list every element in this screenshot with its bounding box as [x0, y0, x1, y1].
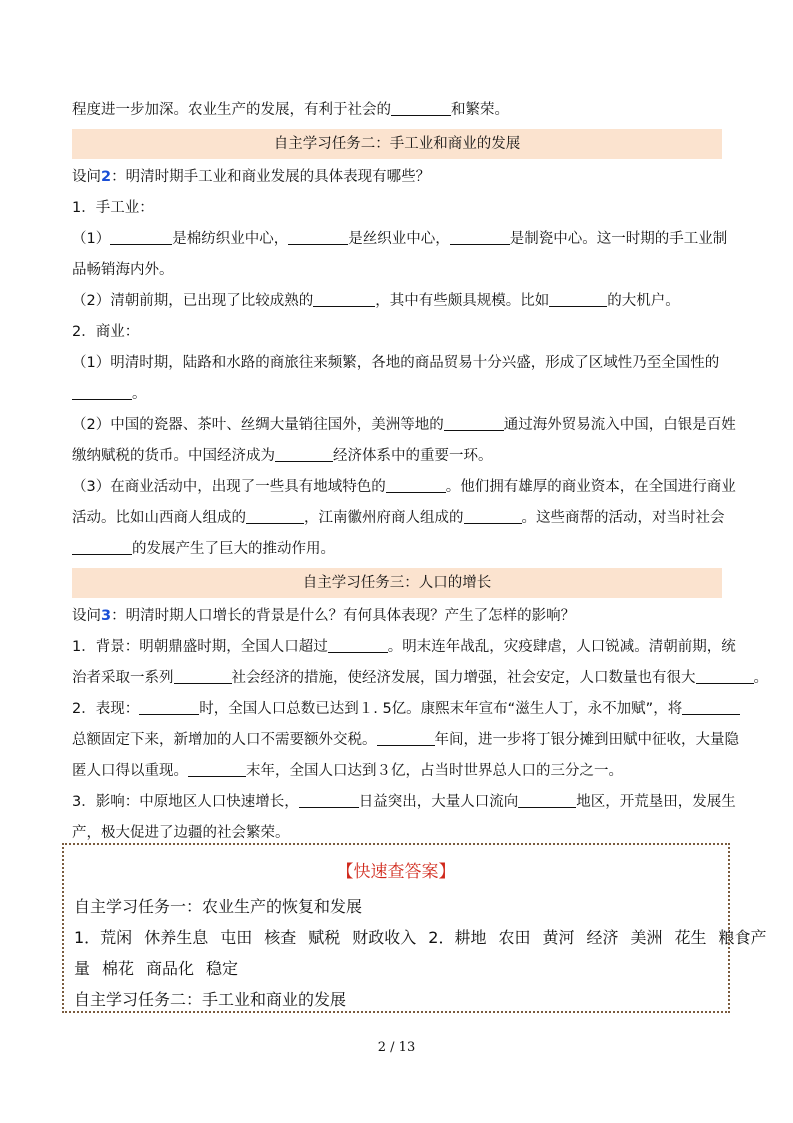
section-title: 自主学习任务三：人口的增长: [302, 575, 492, 591]
answer-item: 美洲: [630, 928, 663, 947]
answer-item: 农田: [498, 928, 531, 947]
text-segment: （2）中国的瓷器、茶叶、丝绸大量销往国外，美洲等地的: [72, 417, 444, 433]
answer-row: [74, 953, 718, 984]
text-segment: 缴纳赋税的货币。中国经济成为: [72, 448, 275, 464]
question-text: ：明清时期手工业和商业发展的具体表现有哪些？: [111, 169, 431, 185]
page-number: 2 / 13: [377, 1040, 416, 1055]
text-segment: 是制瓷中心。这一时期的手工业制: [509, 231, 728, 247]
fill-blank[interactable]: [246, 507, 304, 524]
question-number: 3: [101, 608, 112, 624]
fill-blank[interactable]: [139, 698, 199, 715]
text-line: [72, 756, 722, 787]
text-line: [72, 694, 722, 725]
fill-blank[interactable]: [299, 791, 359, 808]
fill-blank[interactable]: [328, 636, 388, 653]
fill-blank[interactable]: [518, 791, 576, 808]
answer-item: 2．耕地: [428, 928, 487, 947]
text-segment: 程度进一步加深。农业生产的发展，有利于社会的: [72, 102, 391, 118]
answer-item: 商品化: [146, 959, 195, 978]
fill-blank[interactable]: [549, 290, 607, 307]
fill-blank[interactable]: [72, 383, 132, 400]
text-line: [72, 410, 736, 441]
answer-task2-heading: 自主学习任务二：手工业和商业的发展: [74, 990, 347, 1009]
text-line: [72, 472, 736, 503]
section-title: 自主学习任务二：手工业和商业的发展: [273, 136, 521, 152]
text-segment: 品畅销海内外。: [72, 262, 174, 278]
question-prefix: 设问: [72, 608, 101, 624]
text-segment: 总额固定下来，新增加的人口不需要额外交税。: [72, 732, 377, 748]
fill-blank[interactable]: [377, 729, 435, 746]
text-segment: 是丝织业中心，: [348, 231, 450, 247]
fill-blank[interactable]: [110, 228, 172, 245]
answer-item: 1．荒闲: [74, 928, 133, 947]
answer-item: 粮食产: [718, 928, 767, 947]
text-segment: 。明末连年战乱，灾疫肆虐，人口锐减。清朝前期，统: [387, 639, 736, 655]
text-segment: 通过海外贸易流入中国，白银是百姓: [503, 417, 736, 433]
question-prefix: 设问: [72, 169, 101, 185]
text-segment: 是棉纺织业中心，: [172, 231, 289, 247]
fill-blank[interactable]: [174, 667, 232, 684]
fill-blank[interactable]: [386, 476, 446, 493]
fill-blank[interactable]: [444, 414, 504, 431]
text-segment: 的发展产生了巨大的推动作用。: [132, 541, 335, 557]
text-segment: 1．背景：明朝鼎盛时期，全国人口超过: [72, 639, 328, 655]
text-line: [72, 503, 725, 534]
answer-item: 经济: [586, 928, 619, 947]
text-segment: ，江南徽州府商人组成的: [304, 510, 464, 526]
text-line: [72, 379, 722, 410]
text-segment: ，其中有些颇具规模。比如: [375, 293, 550, 309]
fill-blank[interactable]: [188, 760, 246, 777]
fill-blank[interactable]: [313, 290, 375, 307]
text-line: [72, 534, 722, 565]
text-segment: 地区，开荒垦田，发展生: [576, 794, 736, 810]
fill-blank[interactable]: [464, 507, 522, 524]
document-body: [72, 95, 768, 849]
text-line: [72, 632, 736, 663]
subheading-commerce: [72, 317, 722, 348]
text-segment: 产，极大促进了边疆的社会繁荣。: [72, 825, 290, 841]
answer-item: 黄河: [542, 928, 575, 947]
answer-box: [62, 843, 767, 1013]
question-text: ：明清时期人口增长的背景是什么？有何具体表现？产生了怎样的影响？: [111, 608, 576, 624]
text-line: [72, 348, 722, 379]
question-2: [72, 162, 722, 193]
text-segment: 年间，进一步将丁银分摊到田赋中征收，大量隐: [434, 732, 739, 748]
text-line: [72, 286, 722, 317]
answer-item: 核查: [264, 928, 297, 947]
text-segment: （1）: [72, 231, 111, 247]
fill-blank[interactable]: [275, 445, 333, 462]
answer-item: 财政收入: [352, 928, 417, 947]
answer-item: 量: [74, 959, 91, 978]
text-line: [72, 663, 768, 694]
text-segment: 末年，全国人口达到３亿，占当时世界总人口的三分之一。: [246, 763, 623, 779]
text-segment: 治者采取一系列: [72, 670, 174, 686]
text-line: [72, 441, 722, 472]
fill-blank[interactable]: [696, 667, 754, 684]
text-segment: 的大机户。: [607, 293, 680, 309]
text-segment: （3）在商业活动中，出现了一些具有地域特色的: [72, 479, 386, 495]
answer-item: 花生: [674, 928, 707, 947]
text-segment: 。这些商帮的活动，对当时社会: [521, 510, 725, 526]
question-number: 2: [101, 169, 112, 185]
text-segment: 2．表现：: [72, 701, 140, 717]
text-segment: 和繁荣。: [451, 102, 509, 118]
text-segment: 日益突出，大量人口流向: [358, 794, 519, 810]
fill-blank[interactable]: [450, 228, 510, 245]
text-line: [72, 95, 722, 126]
text-segment: 活动。比如山西商人组成的: [72, 510, 246, 526]
text-segment: 。: [753, 670, 768, 686]
subheading-handicraft: [72, 193, 722, 224]
text-line: [72, 725, 739, 756]
answer-item: 休养生息: [144, 928, 209, 947]
text-line: [72, 787, 736, 818]
answer-item: 赋税: [308, 928, 341, 947]
fill-blank[interactable]: [682, 698, 740, 715]
text-line: [72, 224, 728, 255]
answer-row: [74, 922, 767, 953]
text-segment: 。: [132, 386, 147, 402]
text-segment: 经济体系中的重要一环。: [333, 448, 493, 464]
answer-item: 屯田: [220, 928, 253, 947]
answer-box-title: 【快速查答案】: [336, 862, 456, 882]
question-3: [72, 601, 722, 632]
answer-item: 稳定: [206, 959, 239, 978]
text-segment: 社会经济的措施，使经济发展，国力增强，社会安定，人口数量也有很大: [231, 670, 696, 686]
fill-blank[interactable]: [72, 538, 132, 555]
answer-task1-heading: 自主学习任务一：农业生产的恢复和发展: [74, 897, 363, 916]
answer-item: 棉花: [102, 959, 135, 978]
section-header-task3: [72, 568, 722, 598]
text-segment: 时，全国人口总数已达到１. 5亿。康熙末年宣布“滋生人丁，永不加赋”，将: [199, 701, 683, 717]
text-segment: （2）清朝前期，已出现了比较成熟的: [72, 293, 314, 309]
fill-blank[interactable]: [391, 99, 451, 116]
text-line: [72, 255, 722, 286]
text-segment: 3．影响：中原地区人口快速增长，: [72, 794, 299, 810]
text-segment: （1）明清时期，陆路和水路的商旅往来频繁，各地的商品贸易十分兴盛，形成了区域性乃至全国性的: [72, 355, 720, 371]
subheading: 2．商业：: [72, 324, 140, 340]
subheading: 1．手工业：: [72, 200, 154, 216]
text-segment: 匿人口得以重现。: [72, 763, 188, 779]
section-header-task2: [72, 129, 722, 159]
fill-blank[interactable]: [288, 228, 348, 245]
text-segment: 。他们拥有雄厚的商业资本，在全国进行商业: [445, 479, 736, 495]
